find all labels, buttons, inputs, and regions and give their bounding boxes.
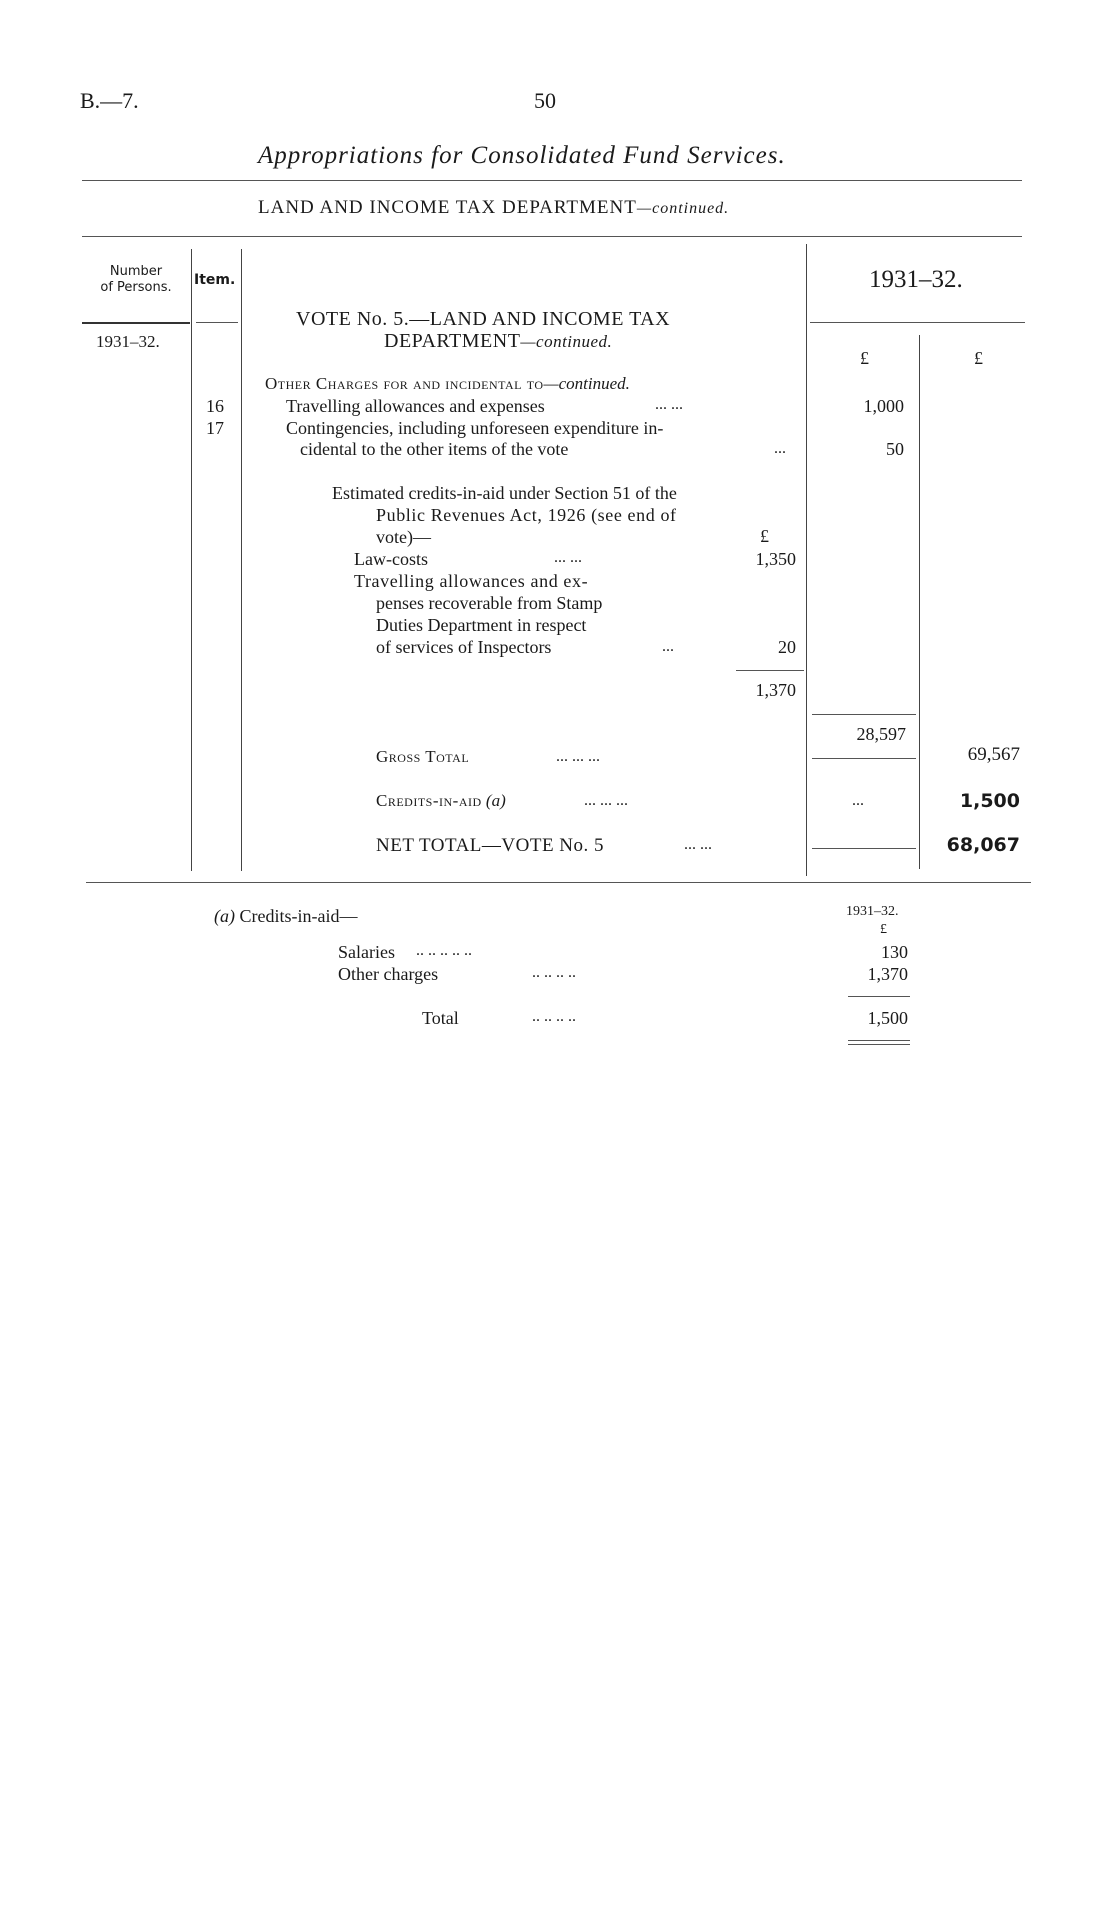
col1-subtotal: 28,597 [856,724,906,744]
net-total-label: NET TOTAL—VOTE No. 5 [376,835,605,856]
net-total-leader-dots: ... ... [684,836,712,853]
law-costs-label: Law-costs [354,549,428,569]
credits-in-aid-label: Credits-in-aid [376,791,482,810]
law-costs-amount: 1,350 [755,549,796,569]
department-heading [258,197,729,219]
col-header-persons-line1: Number [109,264,163,279]
page-title: Appropriations for Consolidated Fund Services. [258,142,786,169]
footnote-total-rule [848,996,910,997]
item-leader-dots: ... [774,440,786,457]
item-number: 16 [206,396,224,416]
gross-total-leader-dots: ... ... ... [556,748,600,765]
footnote-total-leader-dots: .. .. .. .. [532,1008,576,1025]
footnote-total-amount: 1,500 [867,1008,908,1028]
estimated-credits-line2: Public Revenues Act, 1926 (see end of [376,505,677,525]
department-name: LAND AND INCOME TAX DEPARTMENT [258,197,637,218]
table-bottom-rule [86,882,1031,883]
other-charges-heading [265,374,630,394]
col-header-persons [82,264,190,296]
footnote-pound-sign: £ [880,922,887,937]
credits-in-aid-amount: 1,500 [959,790,1020,812]
travelling-recoverable-line4: of services of Inspectors [376,637,552,657]
col-header-persons-line2: of Persons. [100,280,172,295]
col-divider-item [241,249,242,871]
estimated-subtotal: 1,370 [755,680,796,700]
footnote-year: 1931–32. [846,904,899,919]
footnote-total-double-rule-top [848,1040,910,1041]
item-description: Travelling allowances and expenses [286,396,545,416]
footnote-row-label: Other charges [338,964,439,984]
vote-heading-continued: —continued. [520,332,613,351]
footnote-heading [214,906,357,927]
net-total-amount: 68,067 [946,834,1020,856]
title-rule [82,180,1022,181]
heading-rule [82,236,1022,237]
credits-in-aid-row-label [376,791,506,811]
vote-heading-line2 [384,330,612,353]
net-total-col1-rule [812,848,916,849]
footnote-total-double-rule-bottom [848,1044,910,1045]
col-divider-amounts [806,244,807,876]
footnote-row-amount: 130 [881,942,908,962]
travelling-recoverable-line2: penses recoverable from Stamp [376,593,603,613]
page-number: 50 [534,88,556,113]
pound-sign-col2: £ [974,348,983,368]
year-header: 1931–32. [869,266,963,293]
estimated-subtotal-rule [736,670,804,671]
other-charges-label: Other Charges for and incidental to [265,374,544,393]
vote-heading-dept: DEPARTMENT [384,330,521,352]
gross-total-label: Gross Total [376,747,470,766]
col1-subtotal-rule [812,714,916,715]
travelling-recoverable-line3: Duties Department in respect [376,615,587,635]
estimated-credits-line3: vote)— [376,527,431,547]
footnote-label: Credits-in-aid— [239,906,358,926]
item-number: 17 [206,418,224,438]
footnote-row-leader-dots: .. .. .. .. [532,964,576,981]
item-leader-dots: ... ... [655,396,683,413]
gross-total-col1-rule [812,758,916,759]
col-header-item: Item. [194,272,236,288]
persons-year: 1931–32. [96,332,160,351]
other-charges-continued: —continued. [543,374,630,393]
item-header-rule [196,322,238,323]
department-continued: —continued. [636,200,730,217]
item-description: Contingencies, including unforeseen expenditure in- [286,418,664,438]
credits-in-aid-footnote-ref: (a) [485,791,506,810]
travelling-recoverable-line1: Travelling allowances and ex- [354,571,589,591]
year-header-rule [810,322,1025,323]
estimated-pound-sign: £ [760,526,769,546]
col-divider-totals [919,335,920,869]
footnote-total-label: Total [422,1008,459,1028]
item-amount: 50 [886,439,904,459]
gross-total-amount: 69,567 [967,744,1020,765]
col-divider-persons [191,249,192,871]
travelling-recoverable-leader-dots: ... [662,638,674,655]
document-reference: B.—7. [80,88,139,113]
footnote-row-label: Salaries [338,942,395,962]
item-description-cont: cidental to the other items of the vote [300,439,569,459]
travelling-recoverable-amount: 20 [778,637,796,657]
credits-in-aid-col1-dots: ... [852,792,864,809]
credits-in-aid-leader-dots: ... ... ... [584,792,628,809]
persons-header-rule [82,322,190,324]
footnote-row-amount: 1,370 [867,964,908,984]
vote-heading-line1: VOTE No. 5.—LAND AND INCOME TAX [296,308,671,330]
footnote-row-leader-dots: .. .. .. .. .. [416,942,472,959]
estimated-credits-line1: Estimated credits-in-aid under Section 51 of the [332,483,677,503]
footnote-ref: (a) [214,906,235,926]
item-amount: 1,000 [863,396,904,416]
law-costs-leader-dots: ... ... [554,549,582,566]
pound-sign-col1: £ [860,348,869,368]
